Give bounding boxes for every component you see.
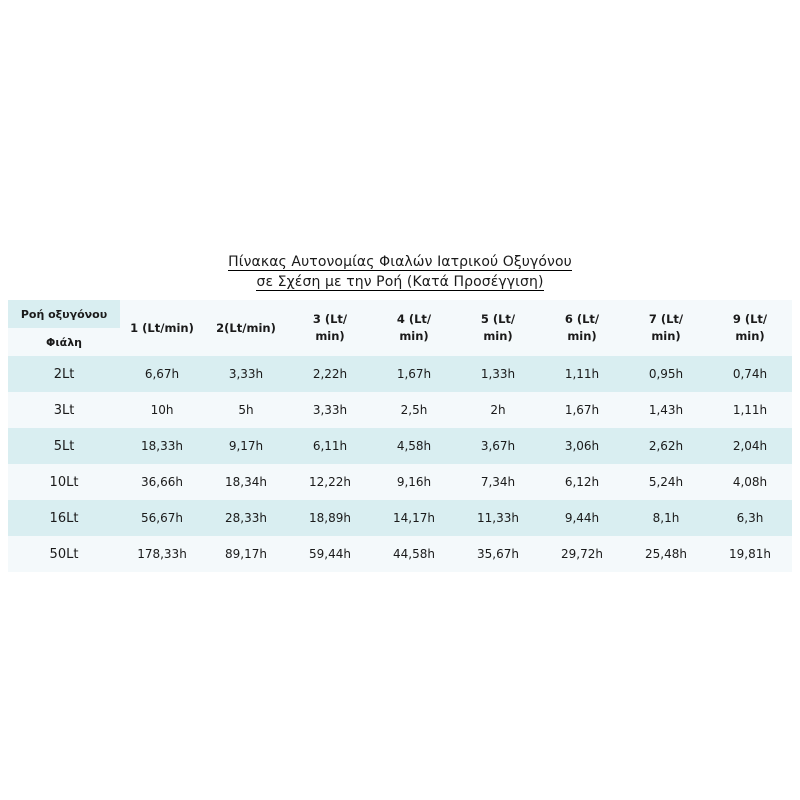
table-cell: 2,22h	[288, 356, 372, 392]
column-header	[372, 300, 456, 356]
table-cell: 6,12h	[540, 464, 624, 500]
table-cell: 36,66h	[120, 464, 204, 500]
table-cell: 6,3h	[708, 500, 792, 536]
table-cell: 6,67h	[120, 356, 204, 392]
table-row	[8, 356, 792, 392]
autonomy-table	[8, 300, 792, 572]
table-cell: 8,1h	[624, 500, 708, 536]
table-cell: 0,74h	[708, 356, 792, 392]
row-header: 5Lt	[8, 428, 120, 464]
column-header-line1: 7 (Lt/	[648, 312, 684, 326]
row-header: 16Lt	[8, 500, 120, 536]
row-header: 50Lt	[8, 536, 120, 572]
table-cell: 178,33h	[120, 536, 204, 572]
table-cell: 4,08h	[708, 464, 792, 500]
table-cell: 9,16h	[372, 464, 456, 500]
column-header-line2: min)	[567, 329, 597, 343]
table-cell: 1,43h	[624, 392, 708, 428]
table-cell: 3,06h	[540, 428, 624, 464]
table-cell: 35,67h	[456, 536, 540, 572]
table-row	[8, 392, 792, 428]
column-header-line2: min)	[315, 329, 345, 343]
column-header	[624, 300, 708, 356]
column-header	[540, 300, 624, 356]
table-cell: 14,17h	[372, 500, 456, 536]
header-row	[8, 300, 792, 328]
table-row	[8, 500, 792, 536]
table-cell: 6,11h	[288, 428, 372, 464]
column-header	[120, 300, 204, 356]
table-cell: 44,58h	[372, 536, 456, 572]
table-cell: 1,11h	[540, 356, 624, 392]
table-cell: 3,67h	[456, 428, 540, 464]
table-cell: 89,17h	[204, 536, 288, 572]
column-header-line2: min)	[735, 329, 765, 343]
title-line-2-text: σε Σχέση με την Ροή (Κατά Προσέγγιση)	[256, 274, 544, 290]
table-cell: 25,48h	[624, 536, 708, 572]
table-cell: 1,67h	[540, 392, 624, 428]
column-header-line2: min)	[651, 329, 681, 343]
column-header	[204, 300, 288, 356]
table-cell: 1,67h	[372, 356, 456, 392]
table-cell: 0,95h	[624, 356, 708, 392]
table-cell: 29,72h	[540, 536, 624, 572]
title-line-2	[0, 272, 800, 292]
table-cell: 2,62h	[624, 428, 708, 464]
column-header-line1: 1 (Lt/min)	[130, 320, 194, 335]
column-header	[708, 300, 792, 356]
table-cell: 56,67h	[120, 500, 204, 536]
row-header: 3Lt	[8, 392, 120, 428]
table-row	[8, 464, 792, 500]
table-cell: 28,33h	[204, 500, 288, 536]
row-header: 10Lt	[8, 464, 120, 500]
column-header	[288, 300, 372, 356]
table-cell: 18,34h	[204, 464, 288, 500]
row-header: 2Lt	[8, 356, 120, 392]
title-line-1-text: Πίνακας Αυτονομίας Φιαλών Ιατρικού Οξυγόνου	[228, 254, 572, 270]
table-cell: 2h	[456, 392, 540, 428]
table-cell: 18,89h	[288, 500, 372, 536]
column-header-line1: 9 (Lt/	[732, 312, 768, 326]
column-header-line1: 3 (Lt/	[312, 312, 348, 326]
column-header-line1: 5 (Lt/	[480, 312, 516, 326]
column-header-line1: 6 (Lt/	[564, 312, 600, 326]
table-cell: 10h	[120, 392, 204, 428]
table-cell: 5h	[204, 392, 288, 428]
table-cell: 3,33h	[204, 356, 288, 392]
table-cell: 7,34h	[456, 464, 540, 500]
table-cell: 11,33h	[456, 500, 540, 536]
table-cell: 9,17h	[204, 428, 288, 464]
table-cell: 2,04h	[708, 428, 792, 464]
title-line-1	[0, 252, 800, 272]
column-header	[456, 300, 540, 356]
column-header-line2: min)	[483, 329, 513, 343]
table-cell: 3,33h	[288, 392, 372, 428]
column-header-line1: 4 (Lt/	[396, 312, 432, 326]
table-cell: 1,33h	[456, 356, 540, 392]
table-row	[8, 536, 792, 572]
table-row	[8, 428, 792, 464]
column-header-line1: 2(Lt/min)	[216, 320, 276, 335]
table-cell: 4,58h	[372, 428, 456, 464]
table-cell: 9,44h	[540, 500, 624, 536]
corner-flow-label: Ροή οξυγόνου	[8, 300, 120, 328]
corner-cylinder-label: Φιάλη	[8, 328, 120, 356]
table-cell: 1,11h	[708, 392, 792, 428]
table-cell: 5,24h	[624, 464, 708, 500]
table-cell: 59,44h	[288, 536, 372, 572]
column-header-line2: min)	[399, 329, 429, 343]
table-title	[0, 252, 800, 292]
table-cell: 12,22h	[288, 464, 372, 500]
table-cell: 2,5h	[372, 392, 456, 428]
table-cell: 19,81h	[708, 536, 792, 572]
table-cell: 18,33h	[120, 428, 204, 464]
